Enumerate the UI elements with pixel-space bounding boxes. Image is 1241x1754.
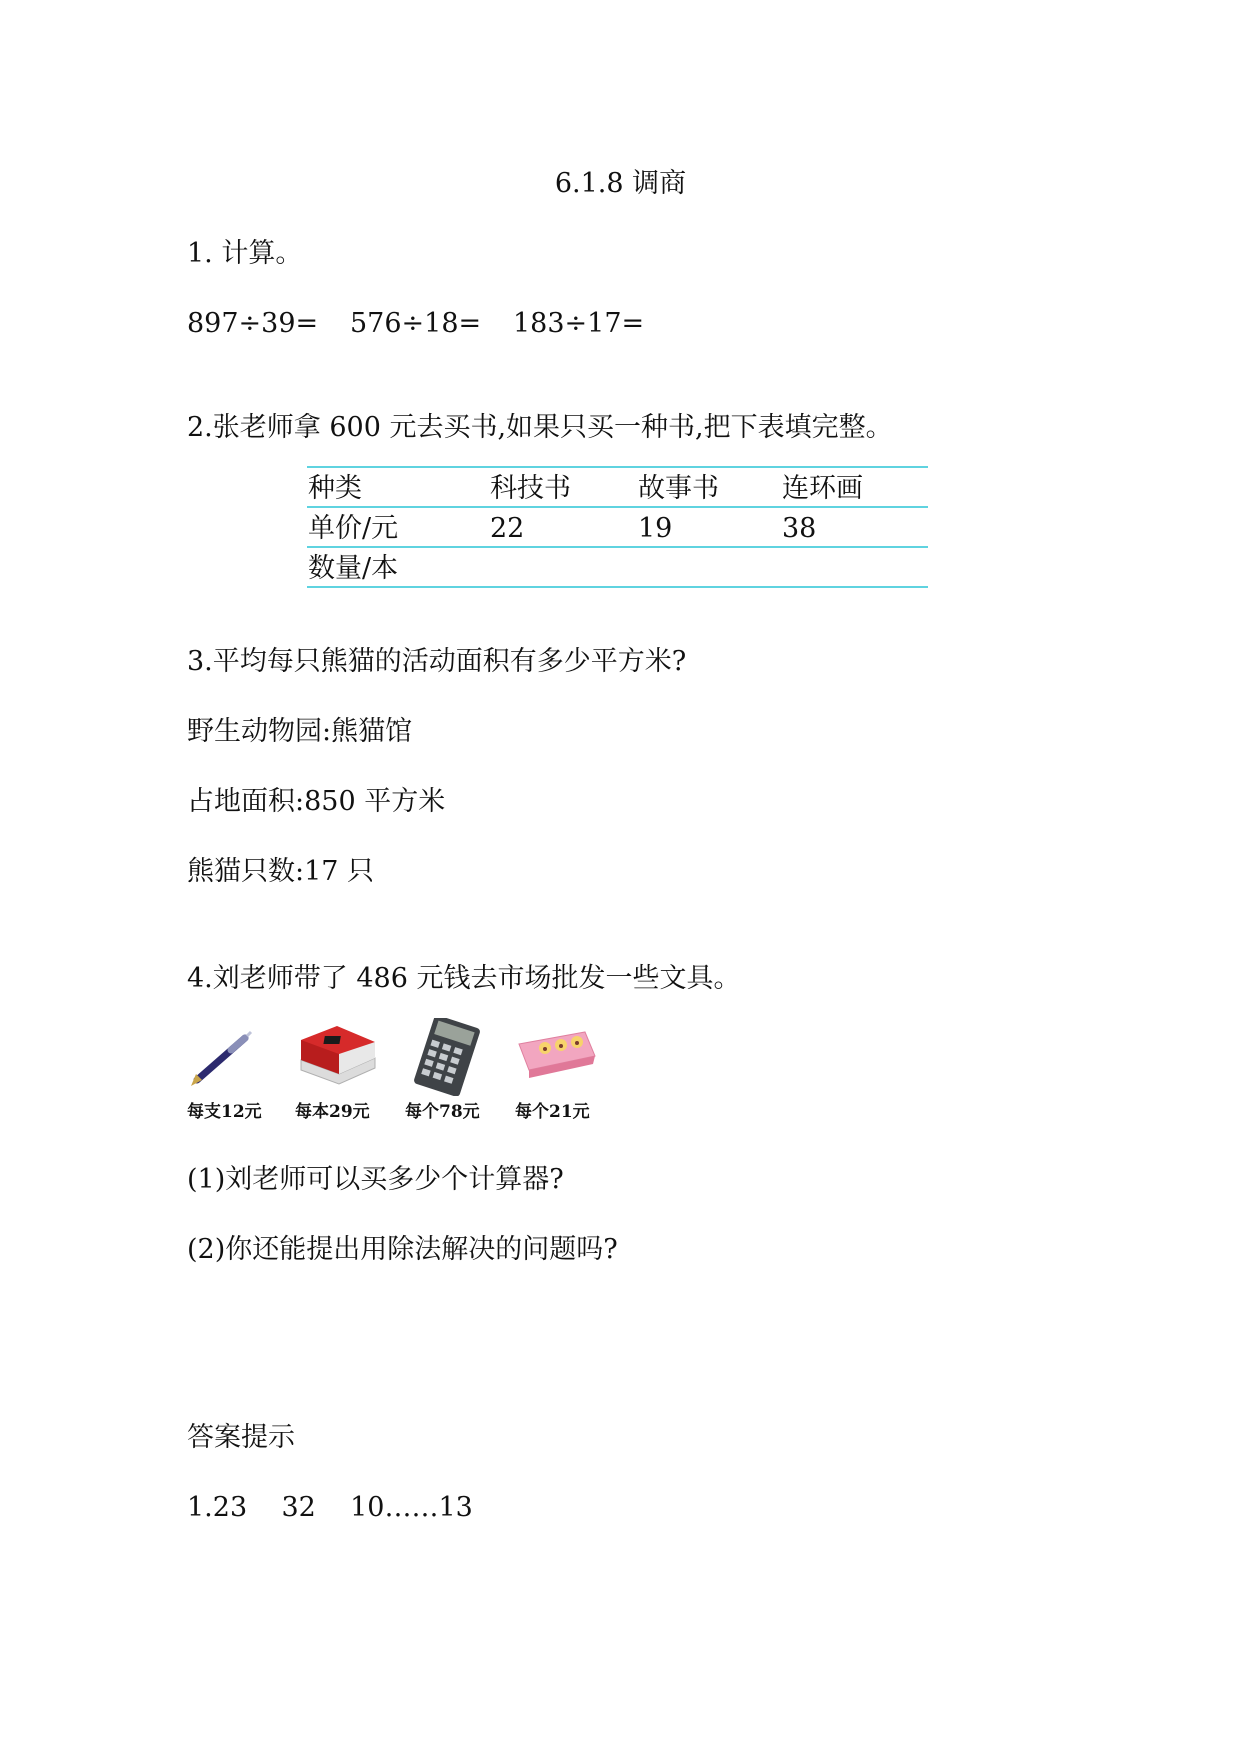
question-4-sub-1: (1)刘老师可以买多少个计算器? (187, 1164, 564, 1195)
stationery-item (295, 1018, 405, 1136)
question-4-heading: 4.刘老师带了 486 元钱去市场批发一些文具。 (187, 963, 741, 994)
table-cell: 故事书 (638, 473, 719, 504)
table-cell: 单价/元 (308, 513, 399, 544)
book-stack-icon (295, 1018, 380, 1090)
table-cell: 22 (490, 513, 525, 544)
price-table (307, 466, 928, 588)
table-cell: 科技书 (490, 473, 571, 504)
info-line: 野生动物园:熊猫馆 (187, 716, 413, 747)
item-price-caption: 每本29元 (295, 1102, 370, 1122)
expression: 897÷39= (187, 308, 319, 339)
table-cell: 19 (638, 513, 673, 544)
stationery-item (187, 1018, 297, 1136)
table-cell: 数量/本 (308, 553, 399, 584)
stationery-item (405, 1018, 515, 1136)
table-row (307, 546, 928, 588)
table-cell: 连环画 (782, 473, 863, 504)
stationery-item (515, 1018, 625, 1136)
table-row (307, 506, 928, 546)
info-line: 熊猫只数:17 只 (187, 856, 375, 887)
pen-icon (187, 1018, 267, 1088)
item-price-caption: 每个21元 (515, 1102, 590, 1122)
table-cell: 种类 (308, 473, 362, 504)
question-4-sub-2: (2)你还能提出用除法解决的问题吗? (187, 1234, 618, 1265)
table-row (307, 466, 928, 506)
pencil-case-icon (515, 1018, 600, 1088)
question-1-heading: 1. 计算。 (187, 238, 303, 269)
question-2-heading: 2.张老师拿 600 元去买书,如果只买一种书,把下表填完整。 (187, 412, 893, 443)
info-line: 占地面积:850 平方米 (187, 786, 446, 817)
answer-line: 1.23 32 10……13 (187, 1492, 473, 1523)
expression: 576÷18= (350, 308, 482, 339)
item-price-caption: 每个78元 (405, 1102, 480, 1122)
calculator-icon (405, 1018, 490, 1096)
question-3-heading: 3.平均每只熊猫的活动面积有多少平方米? (187, 646, 687, 677)
table-cell: 38 (782, 513, 817, 544)
page-title: 6.1.8 调商 (554, 168, 687, 199)
expression: 183÷17= (513, 308, 645, 339)
answers-heading: 答案提示 (187, 1422, 295, 1453)
item-price-caption: 每支12元 (187, 1102, 262, 1122)
